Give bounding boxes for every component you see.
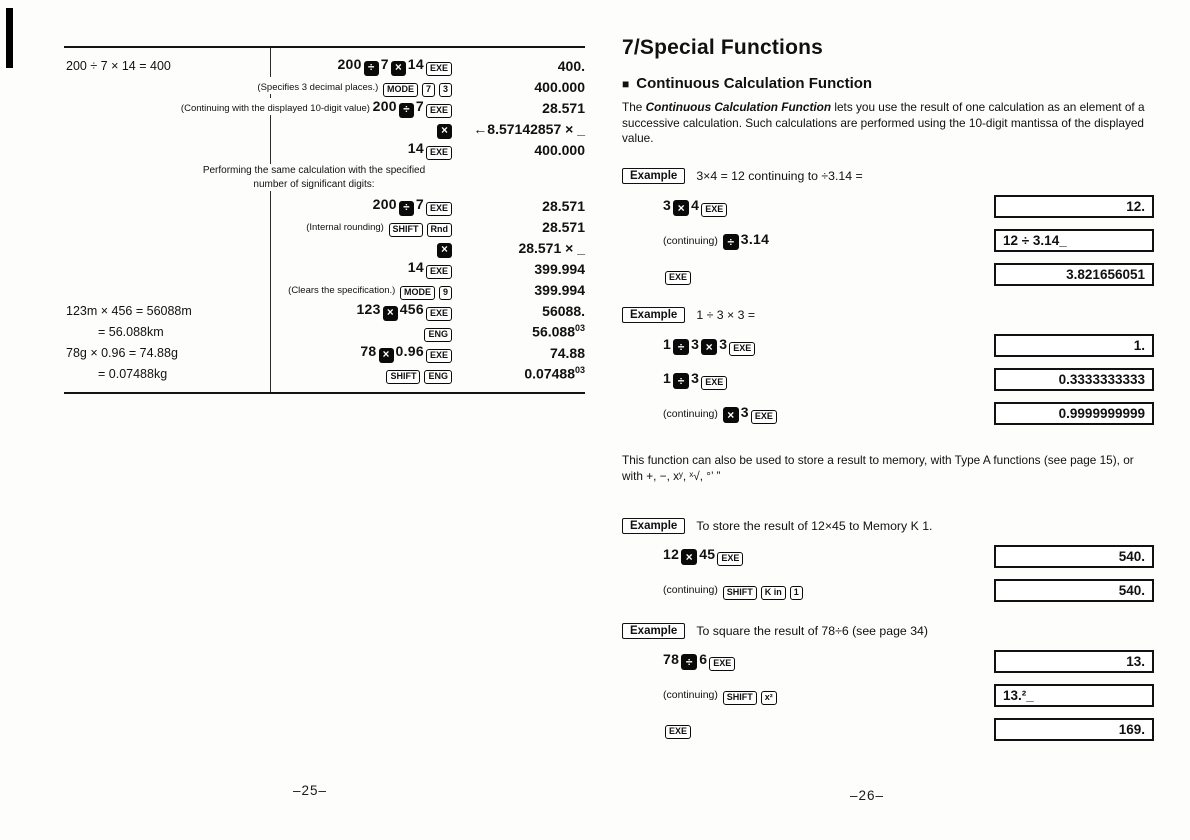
key-sequence bbox=[658, 719, 693, 739]
calculation-label: = 56.088km bbox=[98, 325, 169, 339]
function-key-icon: SHIFT bbox=[389, 223, 423, 237]
example-description: 3×4 = 12 continuing to ÷3.14 = bbox=[696, 169, 863, 184]
operator-key-icon: ÷ bbox=[723, 234, 739, 250]
numeric-entry: 3 bbox=[691, 369, 700, 386]
numeric-entry: 14 bbox=[407, 139, 424, 156]
key-sequence bbox=[64, 140, 462, 160]
result-exponent: 03 bbox=[574, 365, 585, 376]
function-key-icon: SHIFT bbox=[723, 691, 757, 705]
function-key-icon: MODE bbox=[400, 286, 435, 300]
key-sequence-inline bbox=[658, 546, 745, 563]
key-sequence bbox=[658, 404, 779, 424]
result-value: 399.994 bbox=[534, 281, 585, 298]
key-sequence-inline bbox=[301, 217, 454, 234]
body-paragraph: This function can also be used to store a result to memory, with Type A functions (see page 15), or with +, −, xʸ, ˣ√, °’ ” bbox=[622, 453, 1134, 484]
function-key-icon: EXE bbox=[665, 271, 691, 285]
key-note: (continuing) bbox=[663, 235, 721, 248]
key-sequence-inline bbox=[430, 238, 454, 255]
function-key-icon: EXE bbox=[426, 146, 452, 160]
example-header bbox=[622, 307, 1154, 323]
operator-key-icon: × bbox=[391, 61, 406, 76]
operator-key-icon: × bbox=[701, 339, 717, 355]
key-sequence bbox=[658, 197, 729, 217]
result-value: 56088. bbox=[542, 302, 585, 319]
function-key-icon: EXE bbox=[426, 265, 452, 279]
table-row bbox=[64, 342, 585, 363]
page-number-right: –26– bbox=[850, 788, 885, 803]
numeric-entry: 200 bbox=[337, 55, 362, 72]
key-note: (continuing) bbox=[663, 689, 721, 702]
key-sequence bbox=[64, 77, 462, 97]
key-sequence bbox=[658, 336, 757, 356]
display-result bbox=[462, 142, 585, 158]
key-note: (Clears the specification.) bbox=[288, 284, 398, 296]
numeric-entry: 7 bbox=[380, 55, 389, 72]
display-result bbox=[462, 198, 585, 214]
example-description: To store the result of 12×45 to Memory K 1. bbox=[696, 518, 933, 533]
numeric-entry: 1 bbox=[663, 335, 672, 352]
operator-key-icon: × bbox=[383, 306, 398, 321]
operator-key-icon: × bbox=[379, 348, 394, 363]
operator-key-icon: × bbox=[673, 200, 689, 216]
key-sequence-inline bbox=[658, 370, 729, 387]
table-row bbox=[64, 76, 585, 97]
calculator-display: 1. bbox=[994, 334, 1154, 357]
key-sequence-inline bbox=[332, 56, 454, 73]
calculator-display: 13. bbox=[994, 650, 1154, 673]
chapter-title: 7/Special Functions bbox=[622, 36, 824, 59]
key-sequence-inline bbox=[403, 140, 454, 157]
page-26 bbox=[622, 36, 1154, 752]
section-heading bbox=[622, 75, 1154, 92]
calculator-display: 13.²_ bbox=[994, 684, 1154, 707]
calculation-step bbox=[658, 579, 1154, 602]
display-result bbox=[462, 219, 585, 235]
key-note: (Specifies 3 decimal places.) bbox=[257, 81, 381, 93]
example-badge: Example bbox=[622, 518, 685, 534]
result-value: 28.571 × _ bbox=[518, 239, 585, 256]
table-heading-line: number of significant digits: bbox=[166, 178, 462, 192]
section-title: Continuous Calculation Function bbox=[636, 75, 873, 92]
key-sequence-inline bbox=[658, 685, 779, 702]
table-heading bbox=[64, 160, 585, 195]
display-result bbox=[462, 100, 585, 116]
calculator-display: 540. bbox=[994, 579, 1154, 602]
display-result bbox=[462, 261, 585, 277]
display-result bbox=[462, 345, 585, 361]
calculator-display: 0.9999999999 bbox=[994, 402, 1154, 425]
function-key-icon: EXE bbox=[426, 349, 452, 363]
intro-paragraph bbox=[622, 100, 1154, 147]
key-sequence bbox=[64, 196, 462, 216]
key-sequence bbox=[658, 265, 693, 285]
result-value: 400.000 bbox=[534, 78, 585, 95]
key-sequence-inline bbox=[283, 280, 454, 297]
key-sequence-inline bbox=[355, 343, 454, 360]
calculation-step bbox=[658, 545, 1154, 568]
example-badge: Example bbox=[622, 168, 685, 184]
page-number-left: –25– bbox=[293, 783, 328, 798]
intro-lead: The bbox=[622, 100, 646, 114]
table-row bbox=[64, 139, 585, 160]
key-sequence-inline bbox=[658, 719, 693, 736]
operator-key-icon: ÷ bbox=[681, 654, 697, 670]
display-result bbox=[462, 79, 585, 95]
key-sequence-inline bbox=[417, 322, 454, 339]
numeric-entry: 45 bbox=[699, 546, 716, 563]
key-sequence bbox=[64, 217, 462, 237]
calculation-table bbox=[64, 46, 585, 394]
numeric-entry: 12 bbox=[663, 546, 680, 563]
example-badge: Example bbox=[622, 623, 685, 639]
calculator-display: 12 ÷ 3.14_ bbox=[994, 229, 1154, 252]
example-header bbox=[622, 623, 1154, 639]
example-header bbox=[622, 168, 1154, 184]
calculator-display: 169. bbox=[994, 718, 1154, 741]
numeric-entry: 4 bbox=[691, 196, 700, 213]
display-result bbox=[462, 121, 585, 137]
key-sequence-inline bbox=[658, 404, 779, 421]
calculation-label: 200 ÷ 7 × 14 = 400 bbox=[66, 59, 176, 73]
result-value: 74.88 bbox=[549, 344, 585, 361]
operator-key-icon: × bbox=[681, 549, 697, 565]
function-key-icon: EXE bbox=[729, 342, 755, 356]
key-note: (Internal rounding) bbox=[306, 221, 387, 233]
calculation-step bbox=[658, 368, 1154, 391]
calculation-step bbox=[658, 684, 1154, 707]
numeric-entry: 123 bbox=[356, 300, 381, 317]
key-sequence bbox=[64, 238, 462, 258]
display-result bbox=[462, 58, 585, 74]
display-result bbox=[462, 303, 585, 319]
key-sequence-inline bbox=[430, 119, 454, 136]
function-key-icon: EXE bbox=[426, 104, 452, 118]
numeric-entry: 3 bbox=[740, 403, 749, 420]
result-value: 28.571 bbox=[542, 218, 585, 235]
numeric-entry: 456 bbox=[399, 300, 424, 317]
key-note: (continuing) bbox=[663, 584, 721, 597]
key-sequence-inline bbox=[658, 580, 805, 597]
key-sequence bbox=[64, 259, 462, 279]
result-value: 399.994 bbox=[534, 260, 585, 277]
key-sequence-inline bbox=[658, 197, 729, 214]
table-row bbox=[64, 258, 585, 279]
operator-key-icon: ÷ bbox=[364, 61, 379, 76]
key-sequence bbox=[658, 685, 779, 705]
function-key-icon: 9 bbox=[439, 286, 452, 300]
function-key-icon: EXE bbox=[426, 307, 452, 321]
result-value: 28.571 bbox=[542, 99, 585, 116]
result-value: ←8.57142857 × _ bbox=[473, 120, 585, 137]
key-sequence-inline bbox=[368, 196, 454, 213]
key-sequence bbox=[658, 546, 745, 566]
operator-key-icon: × bbox=[437, 243, 452, 258]
key-sequence-inline bbox=[351, 301, 454, 318]
numeric-entry: 78 bbox=[360, 342, 377, 359]
operator-key-icon: ÷ bbox=[673, 339, 689, 355]
display-result bbox=[462, 323, 585, 340]
function-key-icon: EXE bbox=[426, 62, 452, 76]
intro-emphasis: Continuous Calculation Function bbox=[645, 100, 832, 114]
numeric-entry: 1 bbox=[663, 369, 672, 386]
calculator-display: 0.3333333333 bbox=[994, 368, 1154, 391]
function-key-icon: EXE bbox=[751, 410, 777, 424]
calculation-label: 78g × 0.96 = 74.88g bbox=[66, 346, 183, 360]
calculation-label: = 0.07488kg bbox=[98, 367, 172, 381]
key-sequence bbox=[64, 98, 462, 118]
function-key-icon: SHIFT bbox=[386, 370, 420, 384]
operator-key-icon: × bbox=[723, 407, 739, 423]
key-sequence-inline bbox=[252, 77, 454, 94]
operator-key-icon: ÷ bbox=[399, 103, 414, 118]
function-key-icon: EXE bbox=[665, 725, 691, 739]
numeric-entry: 7 bbox=[415, 97, 424, 114]
calculation-step bbox=[658, 195, 1154, 218]
function-key-icon: 1 bbox=[790, 586, 803, 600]
function-key-icon: ENG bbox=[424, 370, 452, 384]
function-key-icon: 3 bbox=[439, 83, 452, 97]
result-exponent: 03 bbox=[574, 323, 585, 334]
calculation-step bbox=[658, 650, 1154, 673]
table-row bbox=[64, 279, 585, 300]
table-row bbox=[64, 321, 585, 342]
calculation-step bbox=[658, 263, 1154, 286]
intro-rest: lets you use the result of one calculation as an element of a successive calculation. Such calculations are performed using the 10-digit mantissa of the displayed value. bbox=[622, 100, 1145, 146]
calculator-display: 540. bbox=[994, 545, 1154, 568]
numeric-entry: 14 bbox=[407, 55, 424, 72]
numeric-entry: 14 bbox=[407, 258, 424, 275]
result-value: 56.088 bbox=[532, 323, 575, 340]
result-value: 400.000 bbox=[534, 141, 585, 158]
function-key-icon: EXE bbox=[709, 657, 735, 671]
operator-key-icon: × bbox=[437, 124, 452, 139]
key-sequence-inline bbox=[658, 265, 693, 282]
calculation-step bbox=[658, 718, 1154, 741]
function-key-icon: MODE bbox=[383, 83, 418, 97]
numeric-entry: 78 bbox=[663, 651, 680, 668]
result-value: 0.07488 bbox=[524, 365, 575, 382]
key-sequence-inline bbox=[658, 651, 737, 668]
key-sequence bbox=[658, 651, 737, 671]
numeric-entry: 0.96 bbox=[395, 342, 424, 359]
table-row bbox=[64, 195, 585, 216]
calculation-label: 123m × 456 = 56088m bbox=[66, 304, 197, 318]
scan-artifact bbox=[6, 8, 13, 68]
table-row bbox=[64, 55, 585, 76]
example-badge: Example bbox=[622, 307, 685, 323]
key-sequence bbox=[658, 370, 729, 390]
display-result bbox=[462, 282, 585, 298]
function-key-icon: x² bbox=[761, 691, 777, 705]
calculation-step bbox=[658, 334, 1154, 357]
key-sequence bbox=[658, 231, 769, 250]
function-key-icon: EXE bbox=[717, 552, 743, 566]
operator-key-icon: ÷ bbox=[673, 373, 689, 389]
numeric-entry: 7 bbox=[415, 195, 424, 212]
function-key-icon: Rnd bbox=[427, 223, 453, 237]
key-sequence bbox=[64, 119, 462, 139]
table-heading-line: Performing the same calculation with the specified bbox=[166, 164, 462, 178]
calculation-step bbox=[658, 229, 1154, 252]
example-header bbox=[622, 518, 1154, 534]
key-sequence bbox=[658, 580, 805, 600]
numeric-entry: 3 bbox=[663, 196, 672, 213]
table-row bbox=[64, 237, 585, 258]
key-note: (continuing) bbox=[663, 407, 721, 420]
table-row bbox=[64, 97, 585, 118]
result-value: 400. bbox=[557, 57, 585, 74]
calculation-rows bbox=[64, 55, 585, 384]
key-sequence-inline bbox=[658, 336, 757, 353]
numeric-entry: 200 bbox=[372, 97, 397, 114]
calculation-step bbox=[658, 402, 1154, 425]
example-description: To square the result of 78÷6 (see page 34) bbox=[696, 623, 928, 638]
calculator-display: 3.821656051 bbox=[994, 263, 1154, 286]
table-row bbox=[64, 300, 585, 321]
function-key-icon: K in bbox=[761, 586, 786, 600]
numeric-entry: 3 bbox=[691, 335, 700, 352]
key-sequence-inline bbox=[379, 364, 454, 381]
page-25 bbox=[64, 46, 585, 394]
table-row bbox=[64, 363, 585, 384]
function-key-icon: ENG bbox=[424, 328, 452, 342]
table-row bbox=[64, 118, 585, 139]
display-result bbox=[462, 365, 585, 382]
key-note: (Continuing with the displayed 10-digit value) bbox=[180, 102, 373, 114]
example-description: 1 ÷ 3 × 3 = bbox=[696, 308, 756, 323]
operator-key-icon: ÷ bbox=[399, 201, 414, 216]
key-sequence-inline bbox=[403, 259, 454, 276]
key-sequence bbox=[64, 280, 462, 300]
numeric-entry: 200 bbox=[372, 195, 397, 212]
function-key-icon: 7 bbox=[422, 83, 435, 97]
display-result bbox=[462, 240, 585, 256]
square-bullet-icon: ■ bbox=[622, 76, 630, 91]
examples-area bbox=[622, 168, 1154, 741]
numeric-entry: 3.14 bbox=[740, 231, 770, 248]
key-sequence-inline bbox=[176, 98, 454, 115]
table-row bbox=[64, 216, 585, 237]
calculator-display: 12. bbox=[994, 195, 1154, 218]
function-key-icon: EXE bbox=[701, 376, 727, 390]
result-value: 28.571 bbox=[542, 197, 585, 214]
key-sequence-inline bbox=[658, 231, 769, 248]
numeric-entry: 6 bbox=[699, 651, 708, 668]
function-key-icon: EXE bbox=[701, 203, 727, 217]
function-key-icon: SHIFT bbox=[723, 586, 757, 600]
function-key-icon: EXE bbox=[426, 202, 452, 216]
numeric-entry: 3 bbox=[719, 335, 728, 352]
